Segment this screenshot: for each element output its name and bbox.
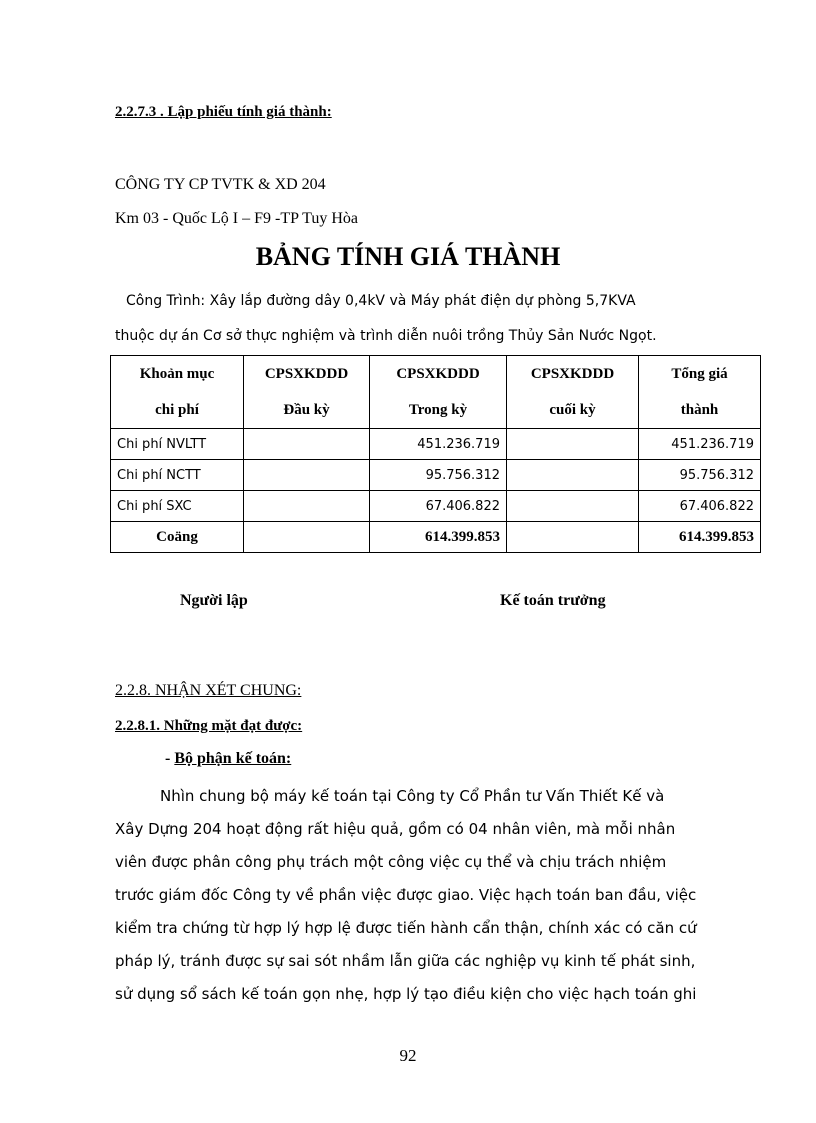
cell-item: Chi phí NVLTT xyxy=(111,429,244,460)
signature-chief-accountant: Kế toán trưởng xyxy=(500,592,606,609)
document-title: BẢNG TÍNH GIÁ THÀNH xyxy=(255,242,561,271)
company-name: CÔNG TY CP TVTK & XD 204 xyxy=(115,176,326,193)
header-end xyxy=(507,356,639,429)
paragraph-line: Nhìn chung bộ máy kế toán tại Công ty Cổ Phần tư Vấn Thiết Kế và xyxy=(160,787,665,805)
header-during-line1: CPSXKDDD xyxy=(396,366,480,382)
paragraph-line: kiểm tra chứng từ hợp lý hợp lệ được tiến hành cẩn thận, chính xác có căn cứ xyxy=(115,919,697,937)
paragraph-line: trước giám đốc Công ty về phần việc được giao. Việc hạch toán ban đầu, việc xyxy=(115,886,697,904)
cell-end xyxy=(507,460,639,491)
cell-begin xyxy=(244,429,370,460)
project-line-1: Công Trình: Xây lắp đường dây 0,4kV và Máy phát điện dự phòng 5,7KVA xyxy=(126,293,636,309)
cell-end xyxy=(507,491,639,522)
department-heading-text: Bộ phận kế toán: xyxy=(174,750,292,767)
cell-total: 451.236.719 xyxy=(639,429,761,460)
header-begin-line1: CPSXKDDD xyxy=(264,366,349,382)
header-item xyxy=(111,356,244,429)
cell-end xyxy=(507,522,639,553)
header-during xyxy=(370,356,507,429)
header-end-line1: CPSXKDDD xyxy=(530,366,615,382)
cell-end xyxy=(507,429,639,460)
table-row xyxy=(111,491,761,522)
cell-during: 451.236.719 xyxy=(370,429,507,460)
cell-item: Chi phí SXC xyxy=(111,491,244,522)
department-dash: - xyxy=(165,750,175,767)
table-row xyxy=(111,429,761,460)
header-item-line1: Khoản mục xyxy=(139,366,215,382)
cell-item: Coäng xyxy=(111,522,244,553)
page-number: 92 xyxy=(399,1046,417,1065)
cell-total: 67.406.822 xyxy=(639,491,761,522)
cell-begin xyxy=(244,491,370,522)
table-header-row xyxy=(111,356,761,429)
table-total-row xyxy=(111,522,761,553)
section-heading-2281: 2.2.8.1. Những mặt đạt được: xyxy=(115,718,303,734)
project-line-2: thuộc dự án Cơ sở thực nghiệm và trình diễn nuôi trồng Thủy Sản Nước Ngọt. xyxy=(115,328,657,344)
department-heading xyxy=(165,750,291,768)
cell-total: 614.399.853 xyxy=(639,522,761,553)
cell-item: Chi phí NCTT xyxy=(111,460,244,491)
table-row xyxy=(111,460,761,491)
header-begin-line2: Đầu kỳ xyxy=(283,402,330,418)
paragraph-line: pháp lý, tránh được sự sai sót nhầm lẫn giữa các nghiệp vụ kinh tế phát sinh, xyxy=(115,952,696,970)
cell-during: 95.756.312 xyxy=(370,460,507,491)
paragraph-line: viên được phân công phụ trách một công việc cụ thể và chịu trách nhiệm xyxy=(115,853,667,871)
cell-during: 67.406.822 xyxy=(370,491,507,522)
section-heading-2273: 2.2.7.3 . Lập phiếu tính giá thành: xyxy=(115,104,332,120)
header-end-line2: cuối kỳ xyxy=(549,402,596,418)
paragraph-line: Xây Dựng 204 hoạt động rất hiệu quả, gồm có 04 nhân viên, mà mỗi nhân xyxy=(115,820,676,838)
cell-during: 614.399.853 xyxy=(370,522,507,553)
signature-preparer: Người lập xyxy=(180,592,248,609)
header-total-line1: Tổng giá xyxy=(671,366,728,382)
cost-table xyxy=(110,355,761,553)
header-total-line2: thành xyxy=(680,402,719,418)
header-item-line2: chi phí xyxy=(155,402,199,418)
cell-begin xyxy=(244,460,370,491)
header-begin xyxy=(244,356,370,429)
header-total xyxy=(639,356,761,429)
cell-begin xyxy=(244,522,370,553)
company-address: Km 03 - Quốc Lộ I – F9 -TP Tuy Hòa xyxy=(115,210,358,227)
paragraph-line: sử dụng sổ sách kế toán gọn nhẹ, hợp lý tạo điều kiện cho việc hạch toán ghi xyxy=(115,985,697,1003)
header-during-line2: Trong kỳ xyxy=(408,402,468,418)
cell-total: 95.756.312 xyxy=(639,460,761,491)
section-heading-228: 2.2.8. NHẬN XÉT CHUNG: xyxy=(115,682,302,699)
